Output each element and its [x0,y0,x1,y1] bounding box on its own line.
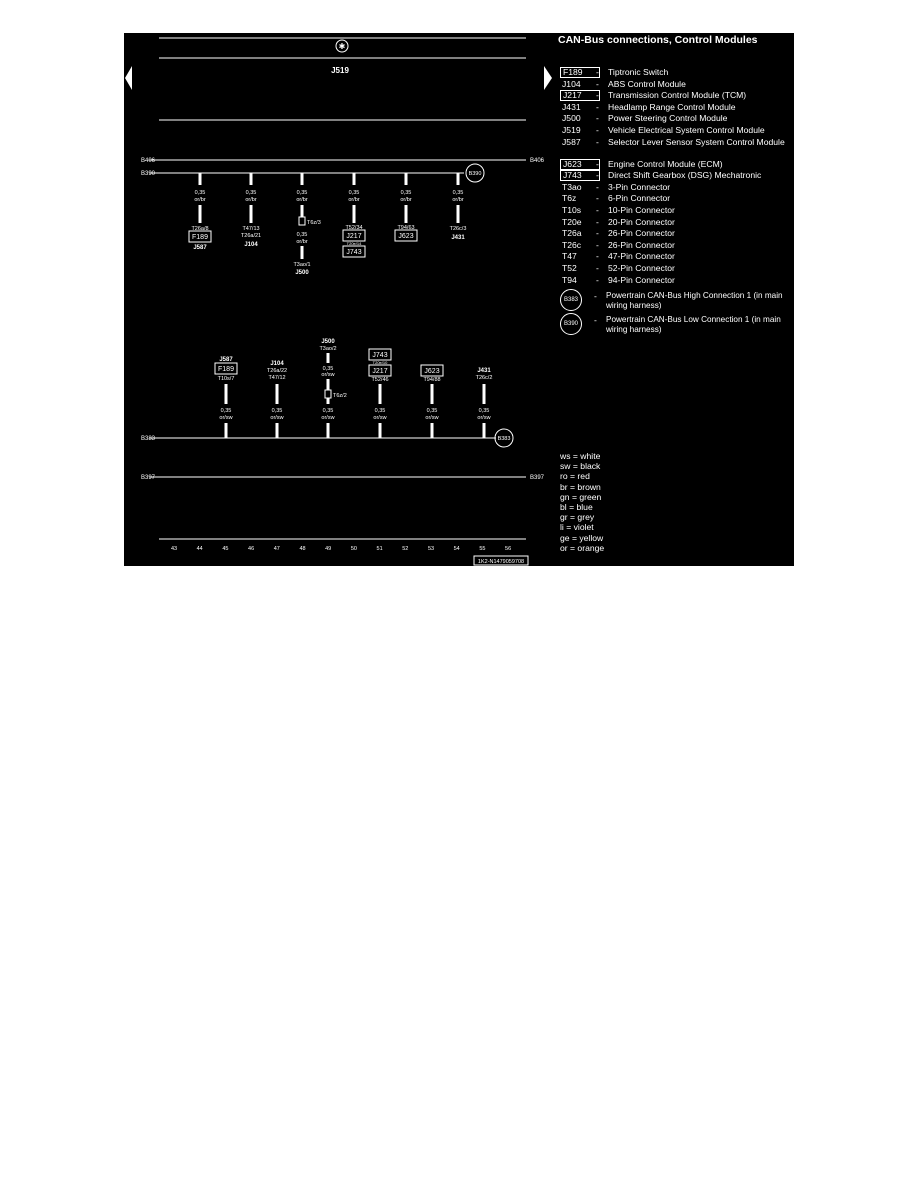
legend-dash: - [596,90,599,101]
wire-color-label: or/br [400,197,412,203]
module-label: J431 [477,368,491,374]
ground-symbol-glyph: ✱ [338,42,346,51]
legend-description: Headlamp Range Control Module [608,101,736,112]
connector-label: T20e/14 [346,241,362,246]
legend-description: 20-Pin Connector [608,216,675,227]
top-branch-6 [450,173,467,241]
module-label: J587 [193,245,207,251]
legend-code: T26c [562,239,582,250]
color-code-item: ge = yellow [560,532,604,543]
wire-size-label: 0,35 [478,408,490,414]
wire-color-label: or/sw [321,415,335,421]
connector-label: T10s/7 [217,376,235,382]
color-code-list [560,451,604,553]
connector-label: T52/46 [371,377,389,383]
connection-circle-icon: B390 [560,313,582,335]
legend-description: Transmission Control Module (TCM) [608,90,747,101]
top-branch-2 [241,173,261,248]
color-code-item: ws = white [560,451,601,461]
connector-label: T26c/2 [475,375,493,381]
legend-code: T6z [562,193,577,204]
legend-description: Tiptronic Switch [608,67,669,77]
legend-code: T52 [562,263,577,273]
legend-code: J743 [560,170,600,181]
connector-label: T47/13 [242,226,260,232]
legend-dash: - [596,216,599,227]
bus-b406-left-label: B406 [141,158,156,164]
legend-description: Engine Control Module (ECM) [608,158,723,169]
wire-color-label: or/br [245,197,257,203]
legend-code: J519 [562,125,581,135]
legend-dash: - [596,136,599,147]
module-label: J500 [295,270,309,276]
legend-code: T10s [562,205,582,215]
color-code-item: bl = blue [560,502,593,513]
connector-label: T26a/22 [266,368,288,374]
connector-t6z-icon [325,390,331,398]
legend-dash: - [594,315,597,325]
connection-b390-label: B390 [468,171,482,177]
legend-code: J431 [562,101,581,112]
legend-code: J104 [562,78,581,89]
wire-size-label: 0,35 [348,190,360,196]
bottom-branch-6 [476,368,493,438]
wire-color-label: or/sw [373,415,387,421]
bus-b390-left-label: B390 [141,171,156,177]
legend-description: 47-Pin Connector [608,251,675,262]
wire-size-label: 0,35 [374,408,386,414]
module-box-label: J743 [372,352,388,359]
color-code-item: sw = black [560,461,601,472]
connection-circle-icon: B383 [560,289,582,311]
top-branch-5 [395,173,417,241]
module-box-label: J217 [372,368,388,375]
prev-page-arrow-icon[interactable] [125,66,132,90]
legend-dash: - [596,113,599,124]
connector-label: T26a/21 [240,233,262,239]
wire-color-label: or/sw [477,415,491,421]
bottom-branch-2 [267,361,287,438]
wire-color-label: or/sw [321,372,335,378]
wire-color-label: or/br [452,197,464,203]
ruler-number: 52 [402,546,409,552]
legend-description: 26-Pin Connector [608,239,675,250]
legend-dash: - [596,101,599,112]
wire-size-label: 0,35 [296,232,308,238]
color-code-item: or = orange [560,542,605,553]
legend-code: J500 [562,113,581,124]
legend-dash: - [594,291,597,301]
top-branch-1 [189,173,211,251]
wire-color-label: or/sw [270,415,284,421]
legend-dash: - [596,193,599,204]
legend-code: J623 [560,159,600,170]
module-box-label: J217 [346,233,362,240]
wire-size-label: 0,35 [220,408,232,414]
ruler-number: 48 [299,546,306,552]
legend-description: Powertrain CAN-Bus High Connection 1 (in main wiring harness) [606,291,783,310]
wiring-diagram [124,33,794,566]
connection-b383-label: B383 [497,436,511,442]
connector-label: T47/12 [268,375,286,381]
legend-description: 26-Pin Connector [608,228,675,239]
legend-description: 52-Pin Connector [608,263,675,273]
wire-size-label: 0,35 [271,408,283,414]
bus-b406-right-label: B406 [530,158,545,164]
module-label: J431 [451,235,465,241]
wire-size-label: 0,35 [296,190,308,196]
module-label: J104 [270,361,284,367]
wire-size-label: 0,35 [322,408,334,414]
legend-dash: - [596,125,599,135]
bus-b397-right-label: B397 [530,475,545,481]
module-box-label: J623 [398,233,414,240]
ruler-number: 49 [325,546,332,552]
legend-code: T47 [562,251,577,262]
ruler-number: 47 [273,546,280,552]
ruler-number: 46 [248,546,255,552]
connector-label: T26c/3 [449,226,467,232]
legend-description: ABS Control Module [608,78,686,89]
legend-code: J587 [562,136,581,147]
wire-color-label: or/br [296,197,308,203]
legend-dash: - [596,251,599,262]
connector-label: T3ao/1 [293,262,311,268]
legend-description: 94-Pin Connector [608,274,675,285]
ruler-number: 44 [196,546,203,552]
wire-size-label: 0,35 [245,190,257,196]
ruler-number: 55 [479,546,486,552]
color-code-item: gr = grey [560,512,595,523]
legend-description: 3-Pin Connector [608,181,671,192]
legend-description: 10-Pin Connector [608,205,675,215]
bottom-branch-4 [369,349,391,438]
module-box-label: J623 [424,368,440,375]
legend-dash: - [596,78,599,89]
module-box-label: J743 [346,249,362,256]
module-box-label: F189 [192,234,208,241]
ruler-number: 54 [453,546,460,552]
module-label: J104 [244,242,258,248]
color-code-item: gn = green [560,491,602,502]
bottom-branch-3 [319,339,346,438]
connector-label: T94/88 [423,377,441,383]
legend-dash: - [596,274,599,285]
wire-size-label: 0,35 [452,190,464,196]
legend-dash: - [596,205,599,215]
legend-dash: - [596,228,599,239]
module-label: J587 [219,357,233,363]
ruler-number: 43 [170,546,178,552]
legend-dash: - [596,181,599,192]
module-label: J500 [321,339,335,345]
module-j519-label: J519 [331,66,349,75]
module-box-label: F189 [218,366,234,373]
legend-code: T3ao [562,181,582,192]
legend-dash: - [596,263,599,273]
legend-dash: - [596,67,599,77]
top-branch-4 [343,173,365,257]
legend-description: Selector Lever Sensor System Control Module [608,136,785,147]
top-branch-3 [293,173,320,276]
ruler [171,546,511,552]
ruler-number: 53 [427,546,435,552]
connector-t6z-label: T6z/2 [333,393,347,399]
legend-description: Powertrain CAN-Bus Low Connection 1 (in main wiring harness) [606,315,781,334]
wire-size-label: 0,35 [322,366,334,372]
connector-label: T20e/10 [372,360,388,365]
wire-color-label: or/br [296,239,308,245]
legend-description: Power Steering Control Module [608,113,728,124]
legend-dash: - [596,158,599,169]
bus-b383-left-label: B383 [141,436,156,442]
connector-t6z-label: T6z/3 [307,220,321,226]
wire-size-label: 0,35 [194,190,206,196]
legend-description: Direct Shift Gearbox (DSG) Mechatronic [608,170,762,181]
wire-color-label: or/br [348,197,360,203]
legend-description: Vehicle Electrical System Control Module [608,125,765,135]
legend-code: T20e [562,216,582,227]
connector-label: T94/63 [397,225,415,231]
color-code-item: br = brown [560,481,601,492]
legend-dash: - [596,170,599,181]
wire-color-label: or/sw [219,415,233,421]
legend-code: J217 [560,90,600,101]
bus-b397-left-label: B397 [141,475,156,481]
wire-size-label: 0,35 [426,408,438,414]
ruler-number: 56 [505,546,512,552]
connector-label: T26a/8 [191,226,209,232]
connector-t6z-icon [299,217,305,225]
legend-dash: - [596,239,599,250]
ruler-number: 45 [222,546,229,552]
color-code-item: li = violet [560,522,594,533]
next-page-arrow-icon[interactable] [544,66,552,90]
page-title: CAN-Bus connections, Control Modules [558,34,758,46]
legend-description: 6-Pin Connector [608,193,671,204]
ruler-number: 50 [350,546,357,552]
legend-code: F189 [560,67,600,78]
wire-color-label: or/br [194,197,206,203]
bottom-branch-5 [421,365,443,438]
doc-id-label: 1K2-N1479059708 [477,559,525,565]
color-code-item: ro = red [560,471,590,482]
legend-code: T26a [562,228,582,239]
ruler-number: 51 [376,546,383,552]
connector-label: T3ao/2 [319,346,337,352]
wire-size-label: 0,35 [400,190,412,196]
wire-color-label: or/sw [425,415,439,421]
connector-label: T52/34 [345,225,363,231]
legend-code: T94 [562,274,577,285]
bottom-branch-1 [215,357,237,438]
